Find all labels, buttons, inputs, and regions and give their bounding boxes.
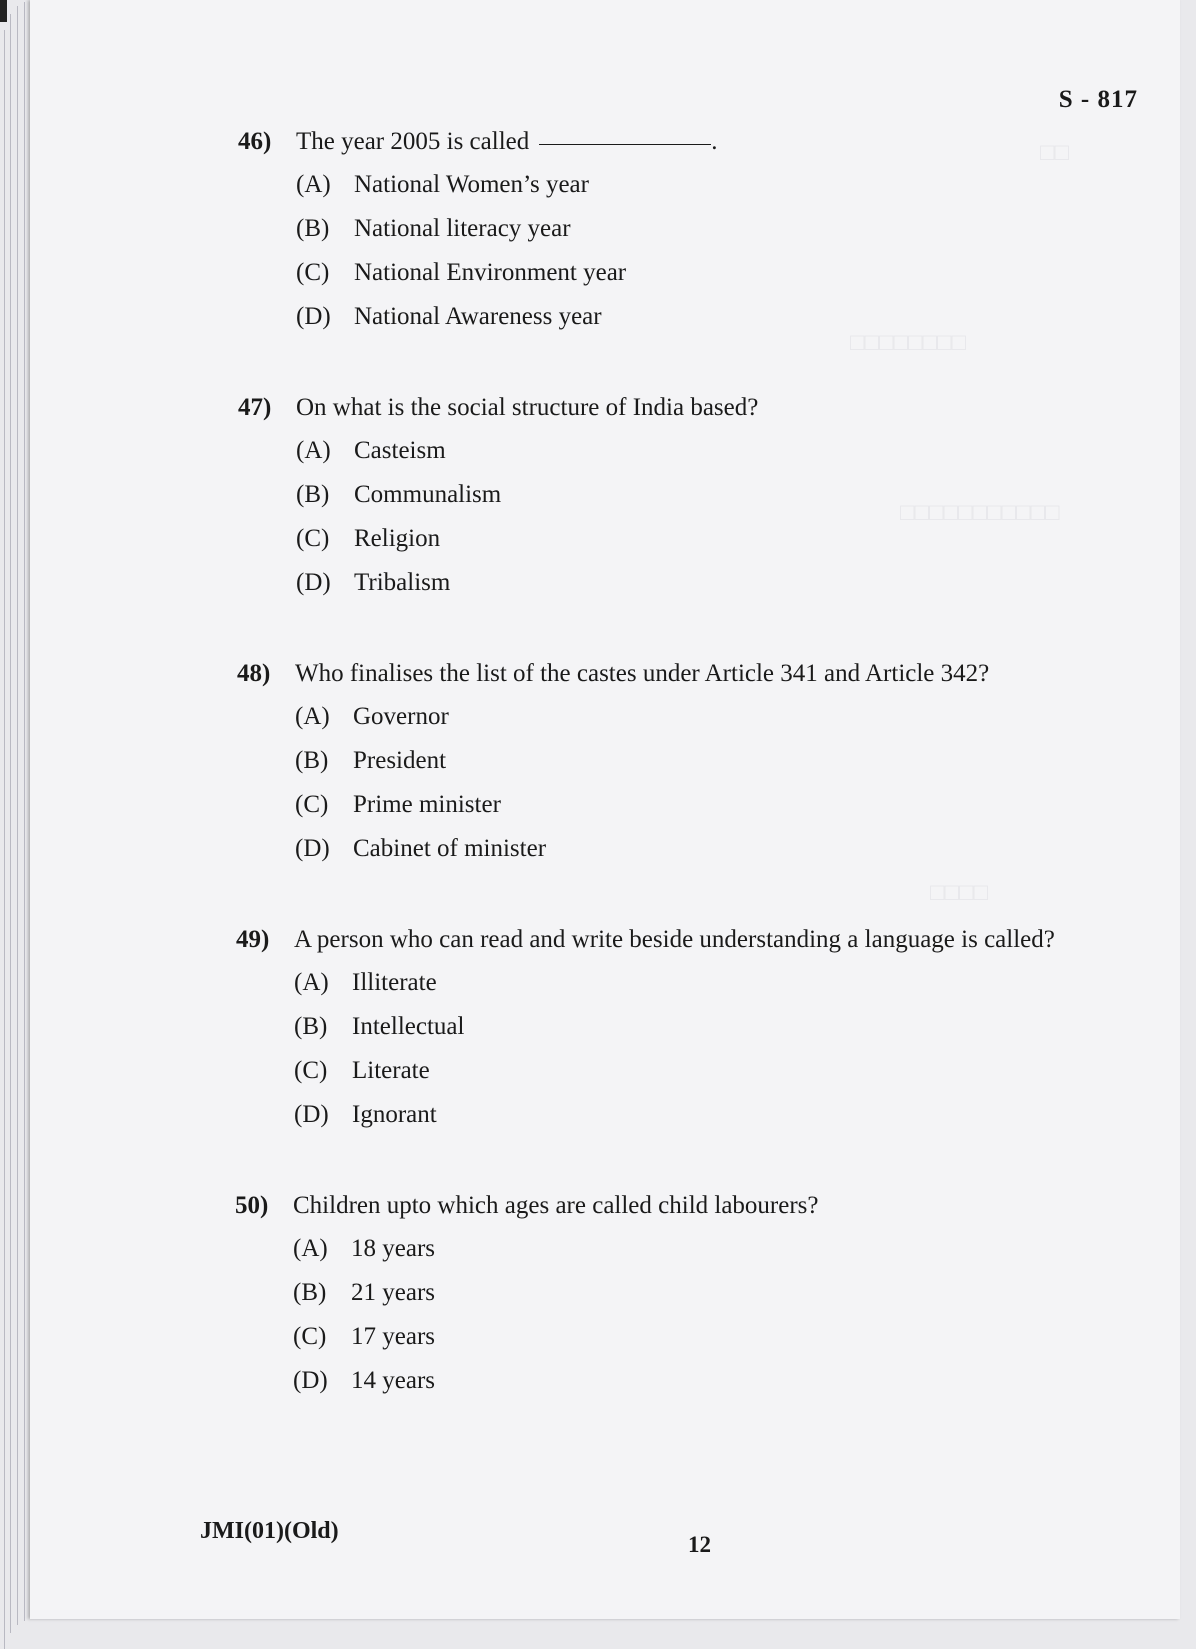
option-label: (B) — [295, 747, 329, 774]
question-49 — [236, 926, 1055, 1145]
option-label: (D) — [293, 1367, 328, 1394]
question-46 — [238, 128, 718, 347]
option-text: National Environment year — [354, 259, 627, 286]
question-number: 46) — [238, 128, 272, 155]
option-label: (C) — [296, 259, 330, 286]
question-47 — [238, 394, 758, 613]
option-label: (A) — [295, 703, 330, 730]
option-b — [295, 747, 989, 791]
option-d — [296, 303, 718, 347]
show-through-text: □□□□□□□□□□□ — [900, 500, 1060, 526]
option-a — [296, 171, 718, 215]
option-text: Religion — [354, 525, 441, 552]
option-c — [293, 1323, 819, 1367]
option-text: National literacy year — [354, 215, 571, 242]
option-c — [294, 1057, 1055, 1101]
question-text: Who finalises the list of the castes under Article 341 and Article 342? — [295, 660, 990, 687]
option-label: (A) — [296, 171, 331, 198]
option-list — [295, 703, 989, 879]
option-label: (C) — [294, 1057, 328, 1084]
option-text: Cabinet of minister — [353, 835, 547, 862]
option-text: Illiterate — [352, 969, 437, 996]
option-a — [295, 703, 989, 747]
option-text: Casteism — [354, 437, 446, 464]
option-text: 21 years — [351, 1279, 435, 1306]
option-text: National Awareness year — [354, 303, 602, 330]
question-number: 48) — [237, 660, 271, 687]
question-number: 47) — [238, 394, 272, 421]
option-a — [293, 1235, 819, 1279]
option-label: (B) — [293, 1279, 327, 1306]
page-stack-edge — [24, 2, 25, 1621]
option-label: (A) — [294, 969, 329, 996]
option-text: National Women’s year — [354, 171, 589, 198]
option-list — [296, 171, 718, 347]
page-stack-edge — [17, 6, 18, 1625]
option-label: (D) — [296, 303, 331, 330]
question-text: The year 2005 is called — [296, 128, 530, 155]
option-text: 14 years — [351, 1367, 435, 1394]
show-through-text: □□□□□□□□ — [850, 330, 966, 356]
option-list — [294, 969, 1055, 1145]
option-label: (B) — [296, 215, 330, 242]
option-label: (A) — [296, 437, 331, 464]
option-label: (D) — [294, 1101, 329, 1128]
option-a — [294, 969, 1055, 1013]
option-text: Literate — [352, 1057, 430, 1084]
option-text: Communalism — [354, 481, 502, 508]
question-text: On what is the social structure of India based? — [296, 394, 759, 421]
option-b — [296, 481, 758, 525]
option-list — [293, 1235, 819, 1411]
option-text: 18 years — [351, 1235, 435, 1262]
option-text: Intellectual — [352, 1013, 465, 1040]
option-list — [296, 437, 758, 613]
question-50 — [235, 1192, 819, 1411]
question-48 — [237, 660, 989, 879]
option-a — [296, 437, 758, 481]
option-label: (B) — [296, 481, 330, 508]
show-through-text: □□ — [1040, 140, 1069, 166]
question-period: . — [711, 128, 718, 155]
page-stack-edge — [10, 14, 11, 1633]
option-c — [296, 259, 718, 303]
option-text: Tribalism — [354, 569, 451, 596]
option-d — [293, 1367, 819, 1411]
option-label: (C) — [293, 1323, 327, 1350]
question-number: 49) — [236, 926, 270, 953]
option-label: (A) — [293, 1235, 328, 1262]
page-stack-edge — [4, 30, 5, 1649]
option-label: (C) — [296, 525, 330, 552]
option-text: President — [353, 747, 447, 774]
option-text: Governor — [353, 703, 449, 730]
option-c — [296, 525, 758, 569]
option-b — [294, 1013, 1055, 1057]
option-text: Ignorant — [352, 1101, 437, 1128]
option-label: (D) — [295, 835, 330, 862]
footer-paper-code: JMI(01)(Old) — [200, 1518, 339, 1544]
option-d — [296, 569, 758, 613]
page-number: 12 — [688, 1532, 711, 1557]
option-b — [293, 1279, 819, 1323]
fill-in-blank — [539, 144, 711, 145]
exam-page — [30, 0, 1180, 1619]
option-b — [296, 215, 718, 259]
question-text: Children upto which ages are called child labourers? — [293, 1192, 819, 1219]
option-label: (D) — [296, 569, 331, 596]
scan-corner-mark — [0, 0, 7, 22]
option-label: (B) — [294, 1013, 328, 1040]
question-text: A person who can read and write beside understanding a language is called? — [294, 926, 1055, 953]
show-through-text: □□□□ — [930, 880, 988, 906]
option-d — [295, 835, 989, 879]
option-label: (C) — [295, 791, 329, 818]
option-text: 17 years — [351, 1323, 435, 1350]
option-d — [294, 1101, 1055, 1145]
option-text: Prime minister — [353, 791, 501, 818]
paper-code: S - 817 — [1058, 86, 1138, 113]
option-c — [295, 791, 989, 835]
question-number: 50) — [235, 1192, 269, 1219]
